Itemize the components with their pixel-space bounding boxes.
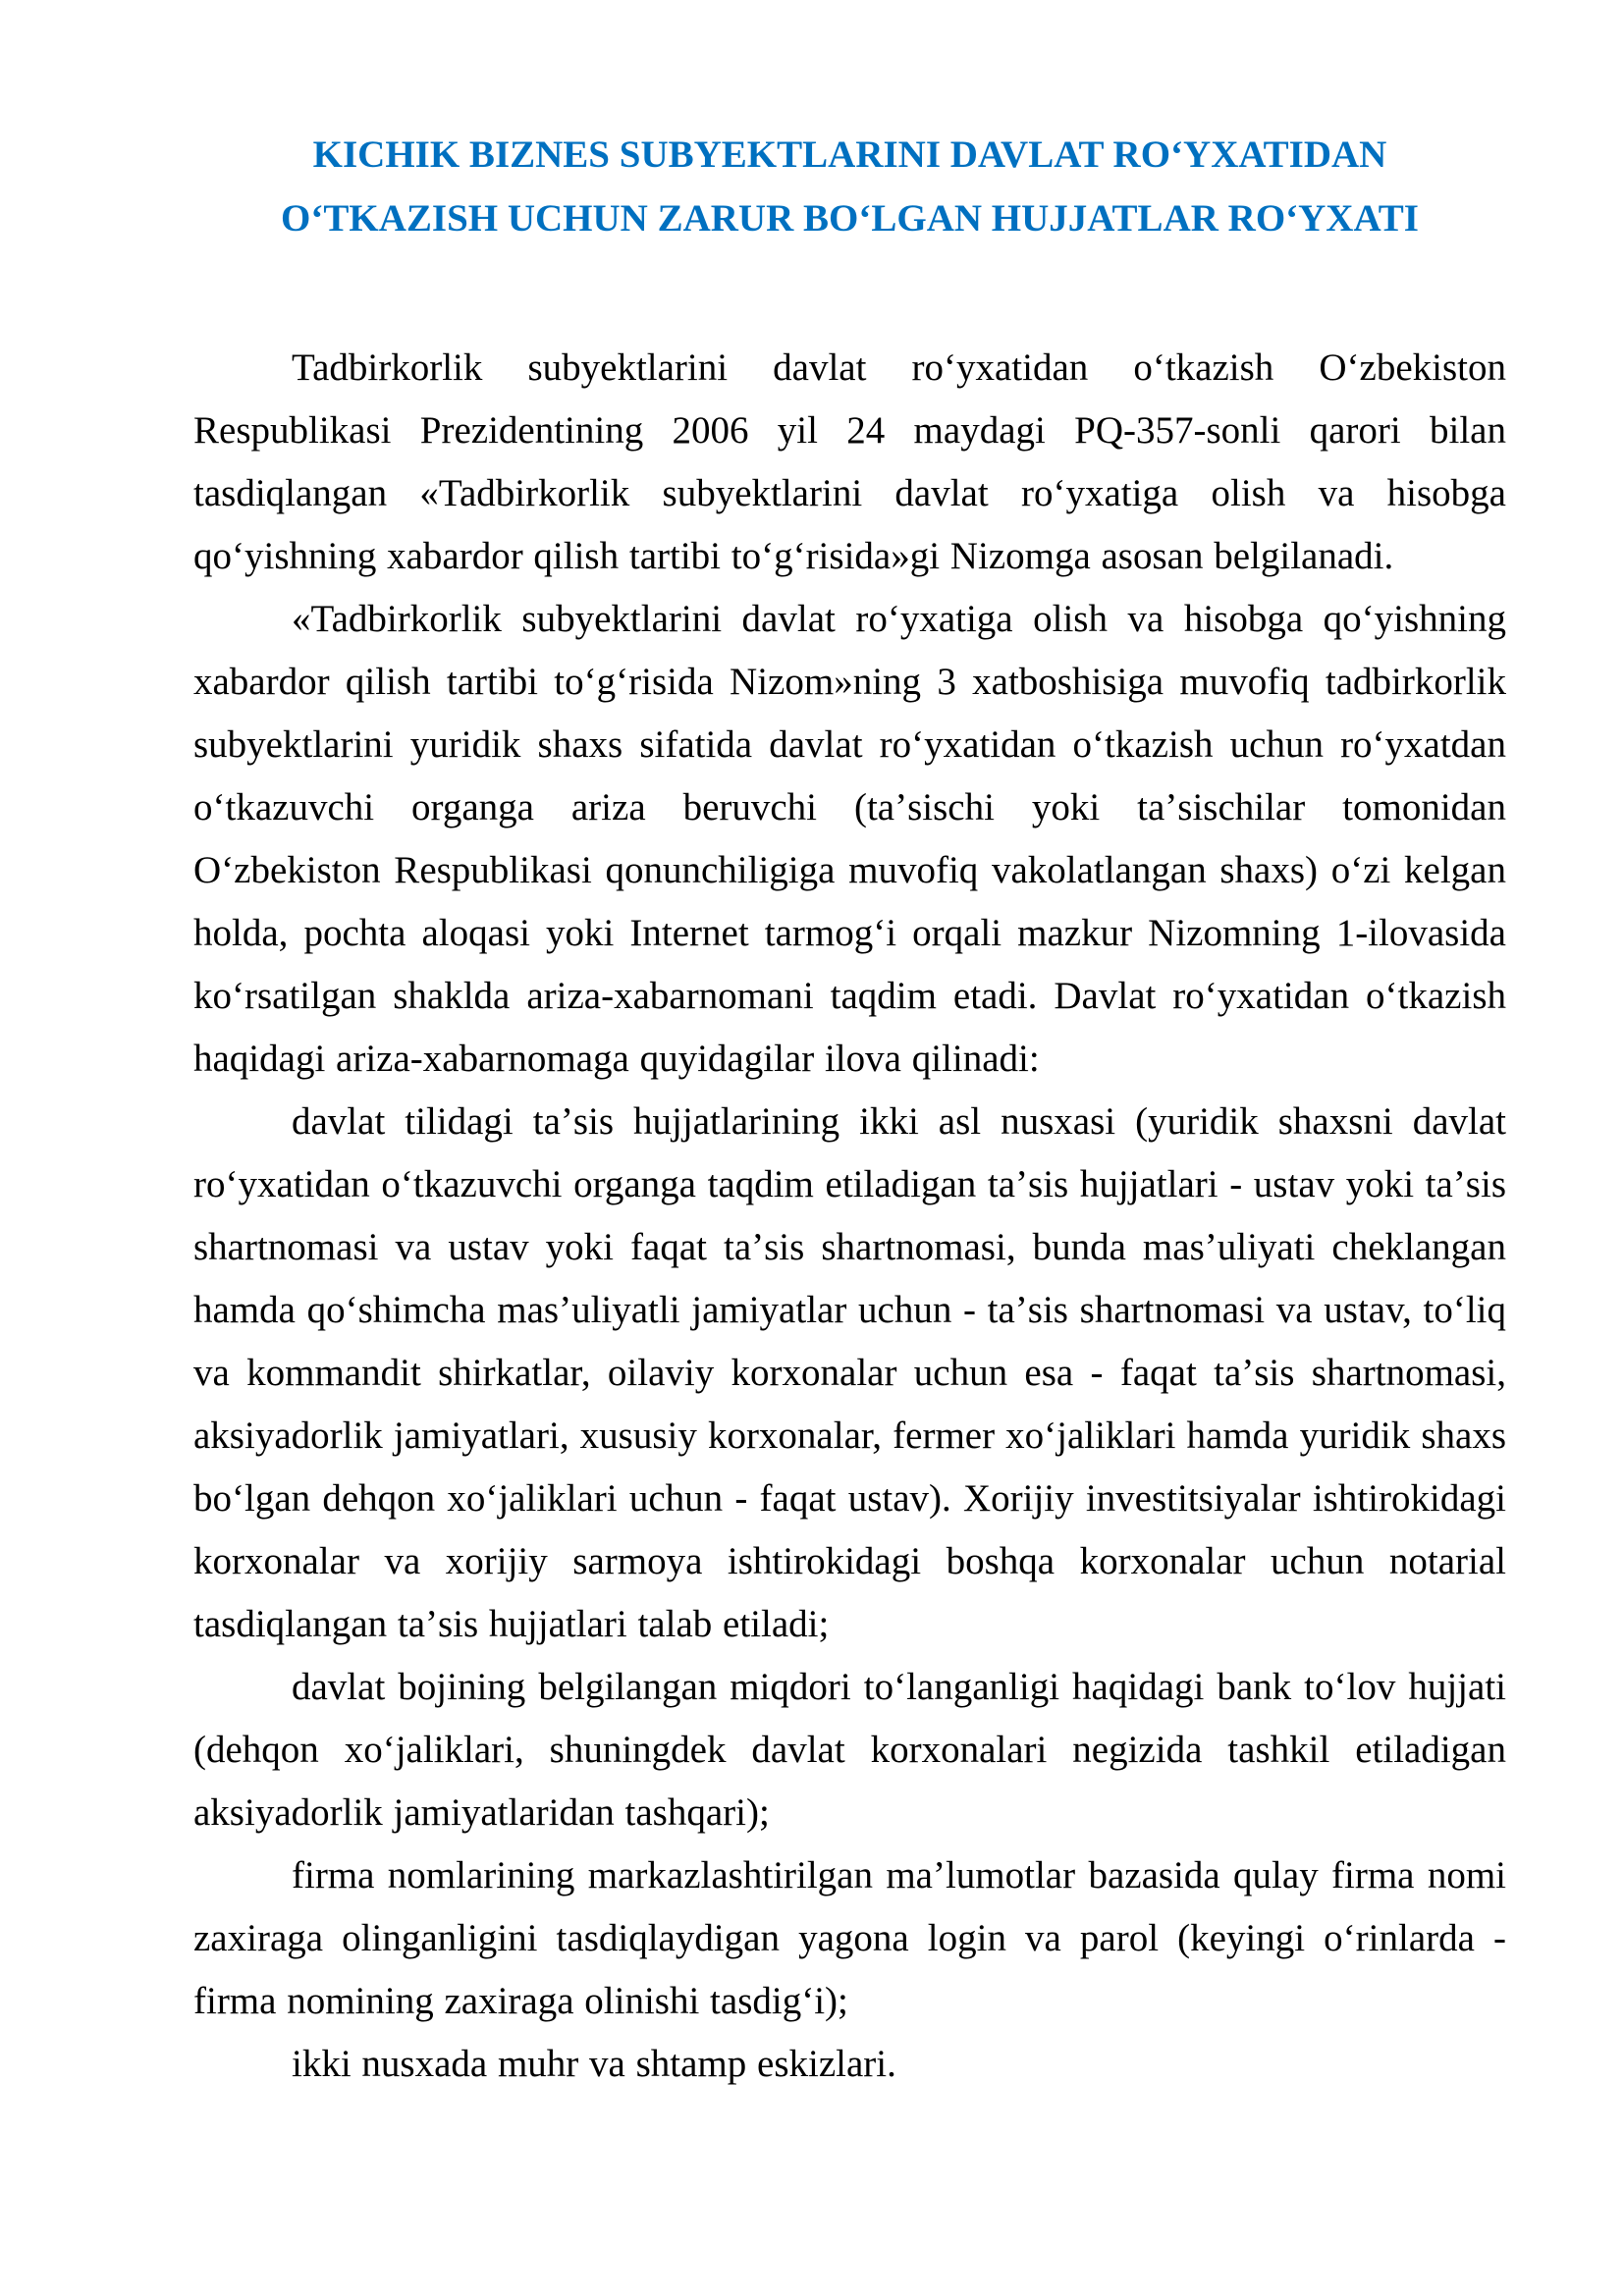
- paragraph-procedure: «Tadbirkorlik subyektlarini davlat roʻyxatiga olish va hisobga qoʻyishning xabardor qilish tartibi toʻgʻrisida Nizom»ning 3 xatboshisiga muvofiq tadbirkorlik subyektlarini yuridik shaxs sifatida davlat roʻyxatidan oʻtkazish uchun roʻyxatdan oʻtkazuvchi organga ariza beruvchi (taʼsischi yoki taʼsischilar tomonidan Oʻzbekiston Respublikasi qonunchiligiga muvofiq vakolatlangan shaxs) oʻzi kelgan holda, pochta aloqasi yoki Internet tarmogʻi orqali mazkur Nizomning 1-ilovasida koʻrsatilgan shaklda ariza-xabarnomani taqdim etadi. Davlat roʻyxatidan oʻtkazish haqidagi ariza-xabarnomaga quyidagilar ilova qilinadi:: [193, 598, 1506, 1080]
- paragraph-state-duty: davlat bojining belgilangan miqdori toʻlanganligi haqidagi bank toʻlov hujjati (dehqon xoʻjaliklari, shuningdek davlat korxonalari negizida tashkil etiladigan aksiyadorlik jamiyatlaridan tashqari);: [193, 1666, 1506, 1834]
- paragraph-firm-name: firma nomlarining markazlashtirilgan maʼlumotlar bazasida qulay firma nomi zaxiraga olinganligini tasdiqlaydigan yagona login va parol (keyingi oʻrinlarda - firma nomining zaxiraga olinishi tasdigʻi);: [193, 1854, 1506, 2022]
- document-title-line-1: KICHIK BIZNES SUBYEKTLARINI DAVLAT ROʻYXATIDAN: [312, 133, 1387, 176]
- document-title: [193, 123, 1506, 250]
- paragraph-intro: Tadbirkorlik subyektlarini davlat roʻyxatidan oʻtkazish Oʻzbekiston Respublikasi Prezidentining 2006 yil 24 maydagi PQ-357-sonli qarori bilan tasdiqlangan «Tadbirkorlik subyektlarini davlat roʻyxatiga olish va hisobga qoʻyishning xabardor qilish tartibi toʻgʻrisida»gi Nizomga asosan belgilanadi.: [193, 347, 1506, 577]
- paragraph-founding-documents: davlat tilidagi taʼsis hujjatlarining ikki asl nusxasi (yuridik shaxsni davlat roʻyxatidan oʻtkazuvchi organga taqdim etiladigan taʼsis hujjatlari - ustav yoki taʼsis shartnomasi va ustav yoki faqat taʼsis shartnomasi, bunda masʼuliyati cheklangan hamda qoʻshimcha masʼuliyatli jamiyatlar uchun - taʼsis shartnomasi va ustav, toʻliq va kommandit shirkatlar, oilaviy korxonalar uchun esa - faqat taʼsis shartnomasi, aksiyadorlik jamiyatlari, xususiy korxonalar, fermer xoʻjaliklari hamda yuridik shaxs boʻlgan dehqon xoʻjaliklari uchun - faqat ustav). Xorijiy investitsiyalar ishtirokidagi korxonalar va xorijiy sarmoya ishtirokidagi boshqa korxonalar uchun notarial tasdiqlangan taʼsis hujjatlari talab etiladi;: [193, 1100, 1506, 1645]
- document-body: [193, 337, 1506, 2096]
- document-title-line-2: OʻTKAZISH UCHUN ZARUR BOʻLGAN HUJJATLAR ROʻYXATI: [281, 197, 1419, 240]
- paragraph-stamp-sketches: ikki nusxada muhr va shtamp eskizlari.: [292, 2043, 896, 2085]
